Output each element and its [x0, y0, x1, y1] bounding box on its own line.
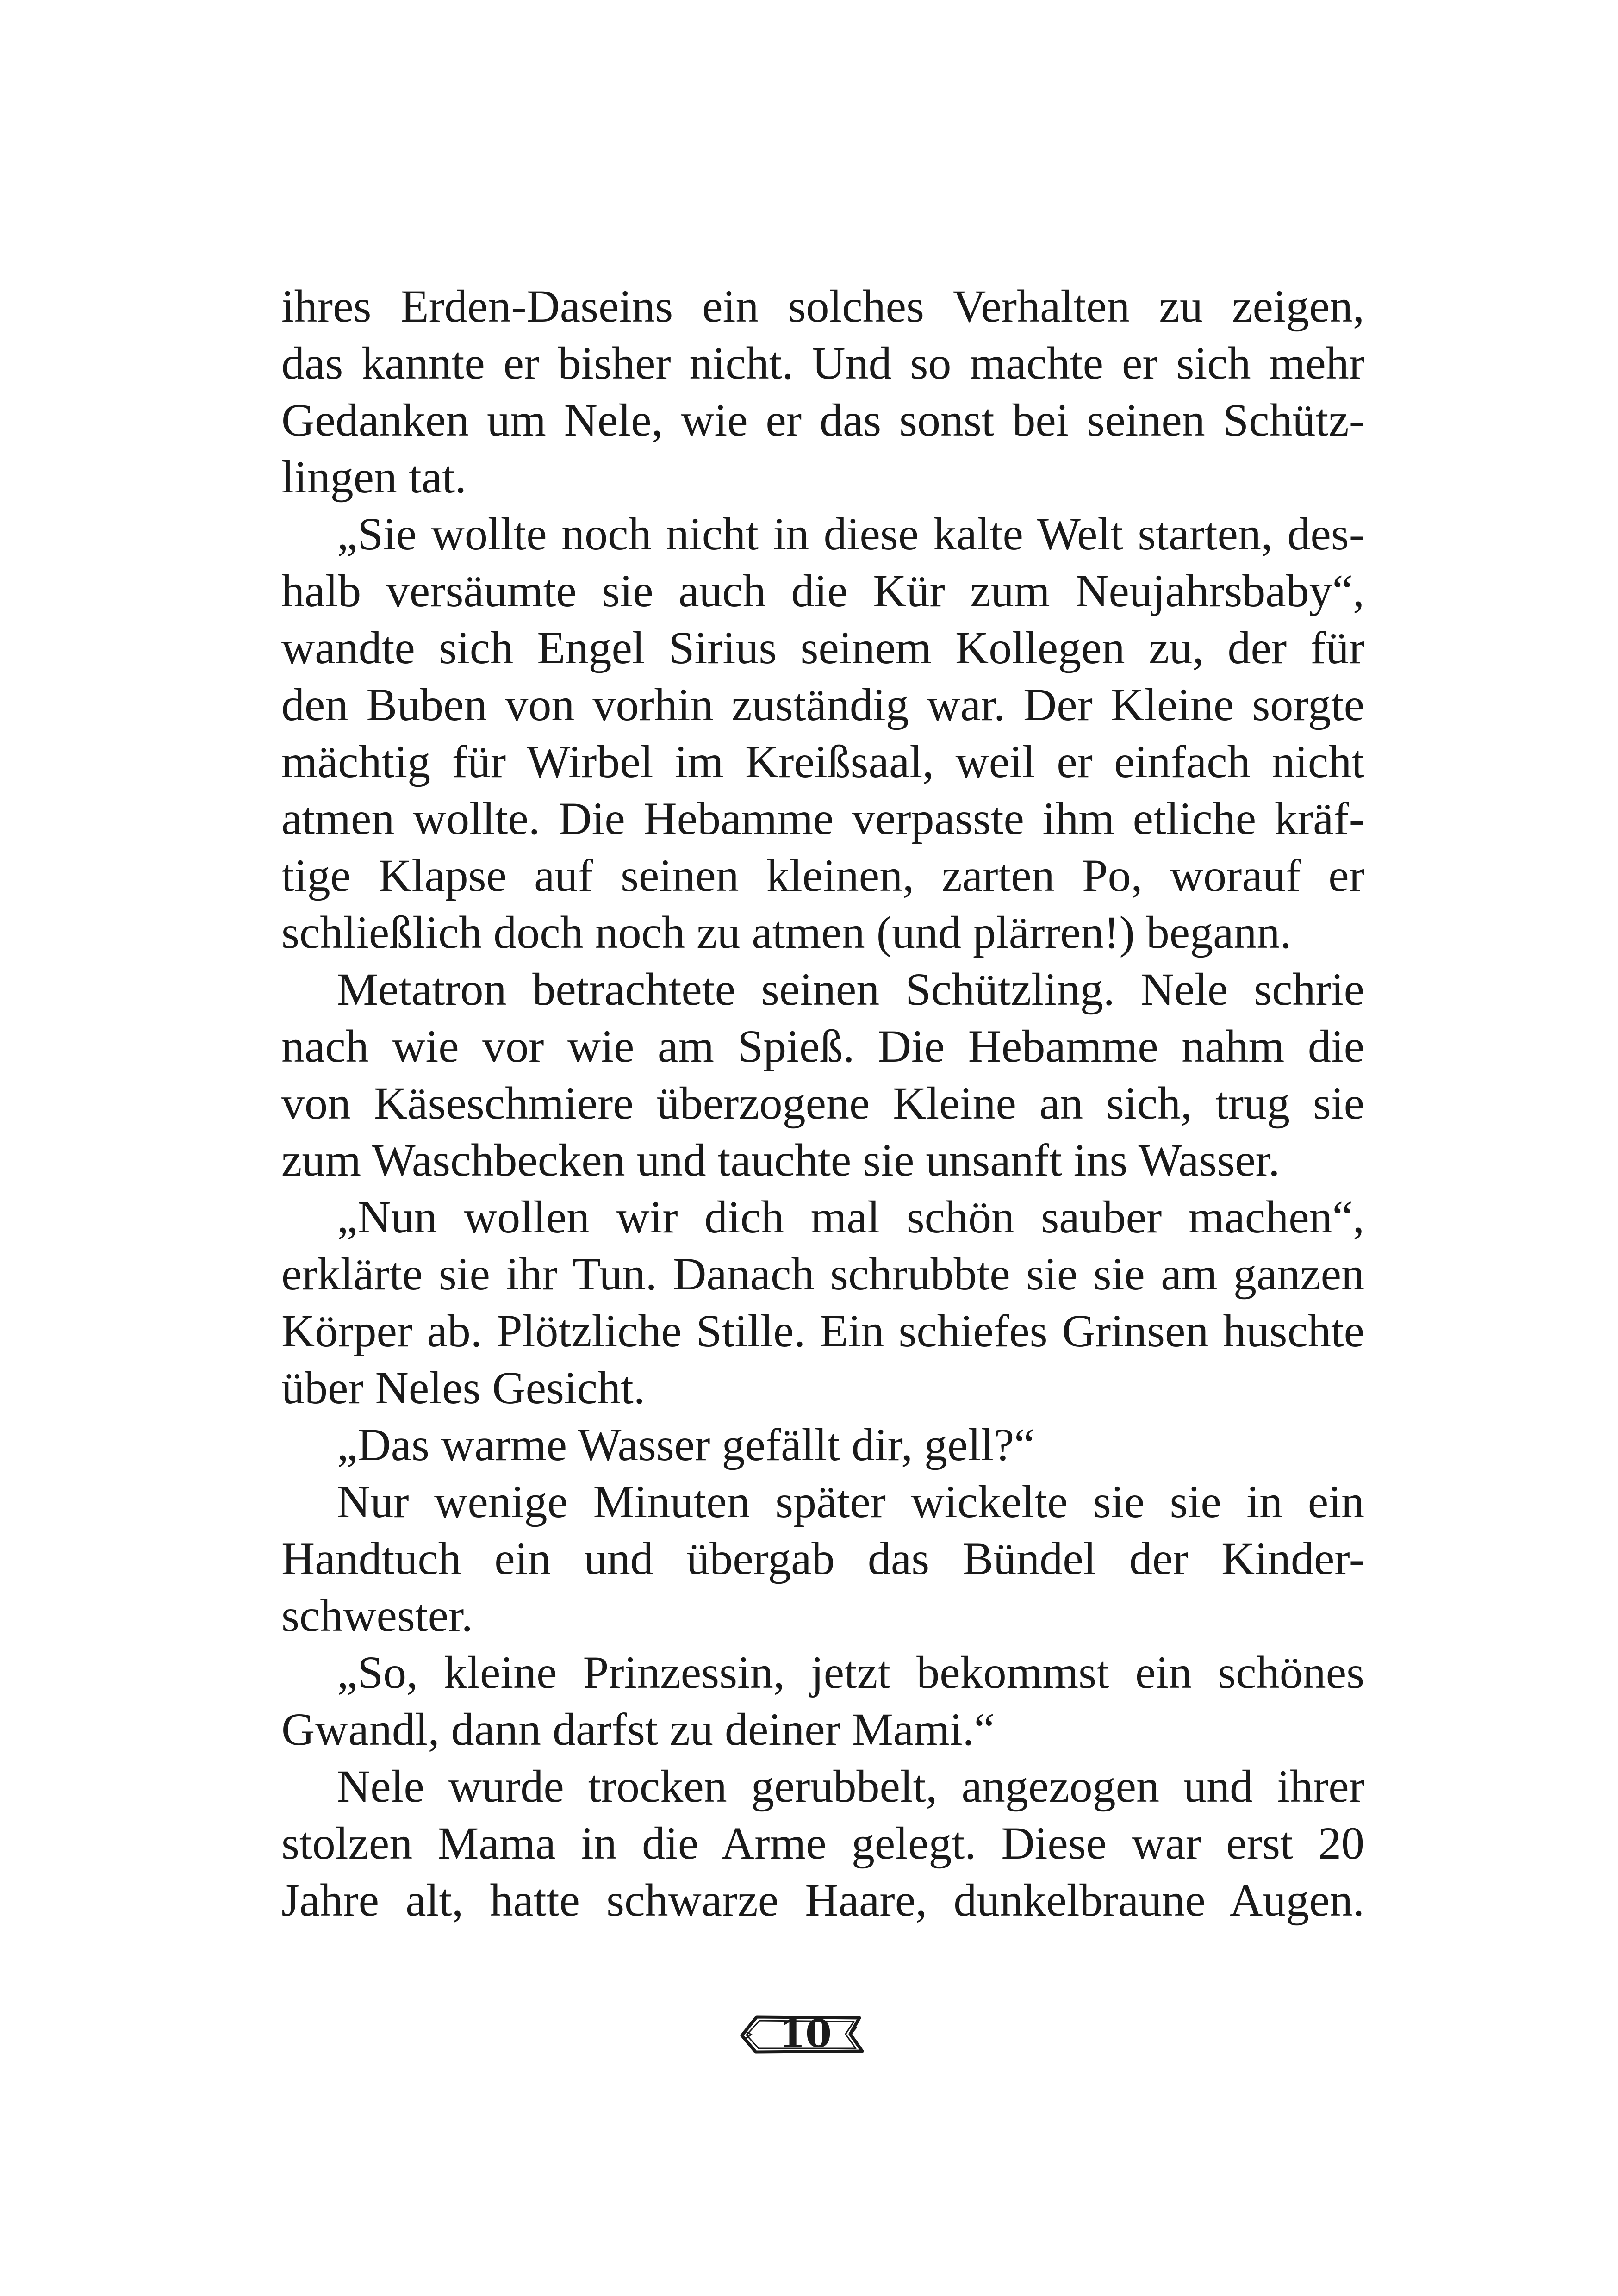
text-line: „So, kleine Prinzessin, jetzt bekommst ein schönes — [337, 1647, 1364, 1698]
text-line: halb versäumte sie auch die Kür zum Neujahrsbaby“, — [281, 565, 1364, 616]
text-line: von Käseschmiere überzogene Kleine an sich, trug sie — [281, 1077, 1364, 1129]
text-line: nach wie vor wie am Spieß. Die Hebamme nahm die — [281, 1020, 1364, 1072]
text-line: Metatron betrachtete seinen Schützling. Nele schrie — [337, 964, 1364, 1015]
page-number: 10 — [778, 2012, 832, 2056]
text-line: „Sie wollte noch nicht in diese kalte Welt starten, des- — [337, 508, 1364, 560]
text-line: Jahre alt, hatte schwarze Haare, dunkelbraune Augen. — [281, 1874, 1364, 1926]
text-line: erklärte sie ihr Tun. Danach schrubbte sie sie am ganzen — [281, 1248, 1364, 1300]
text-line: zum Waschbecken und tauchte sie unsanft ins Wasser. — [281, 1134, 1280, 1186]
text-line: Gedanken um Nele, wie er das sonst bei seinen Schütz- — [281, 394, 1364, 446]
text-line: das kannte er bisher nicht. Und so machte er sich mehr — [281, 337, 1364, 389]
text-line: Körper ab. Plötzliche Stille. Ein schiefes Grinsen huschte — [281, 1305, 1364, 1356]
text-line: „Nun wollen wir dich mal schön sauber machen“, — [337, 1191, 1364, 1243]
text-line: tige Klapse auf seinen kleinen, zarten Po, worauf er — [281, 850, 1364, 901]
text-line: Handtuch ein und übergab das Bündel der Kinder- — [281, 1533, 1364, 1584]
text-line: ihres Erden-Daseins ein solches Verhalten zu zeigen, — [281, 280, 1364, 332]
page-number-banner — [738, 2009, 872, 2060]
text-line: Nele wurde trocken gerubbelt, angezogen und ihrer — [337, 1761, 1364, 1812]
text-line: mächtig für Wirbel im Kreißsaal, weil er einfach nicht — [281, 736, 1364, 787]
text-line: über Neles Gesicht. — [281, 1362, 645, 1413]
text-line: wandte sich Engel Sirius seinem Kollegen zu, der für — [281, 622, 1364, 673]
text-line: Gwandl, dann darfst zu deiner Mami.“ — [281, 1704, 995, 1755]
text-line: lingen tat. — [281, 451, 467, 503]
text-line: den Buben von vorhin zuständig war. Der Kleine sorgte — [281, 679, 1364, 730]
text-line: schwester. — [281, 1590, 473, 1641]
text-line: schließlich doch noch zu atmen (und plärren!) begann. — [281, 907, 1292, 958]
body-text — [281, 278, 1364, 1929]
text-line: „Das warme Wasser gefällt dir, gell?“ — [337, 1419, 1035, 1470]
text-line: Nur wenige Minuten später wickelte sie sie in ein — [337, 1476, 1364, 1527]
text-line: stolzen Mama in die Arme gelegt. Diese war erst 20 — [281, 1817, 1364, 1869]
text-line: atmen wollte. Die Hebamme verpasste ihm etliche kräf- — [281, 793, 1364, 844]
